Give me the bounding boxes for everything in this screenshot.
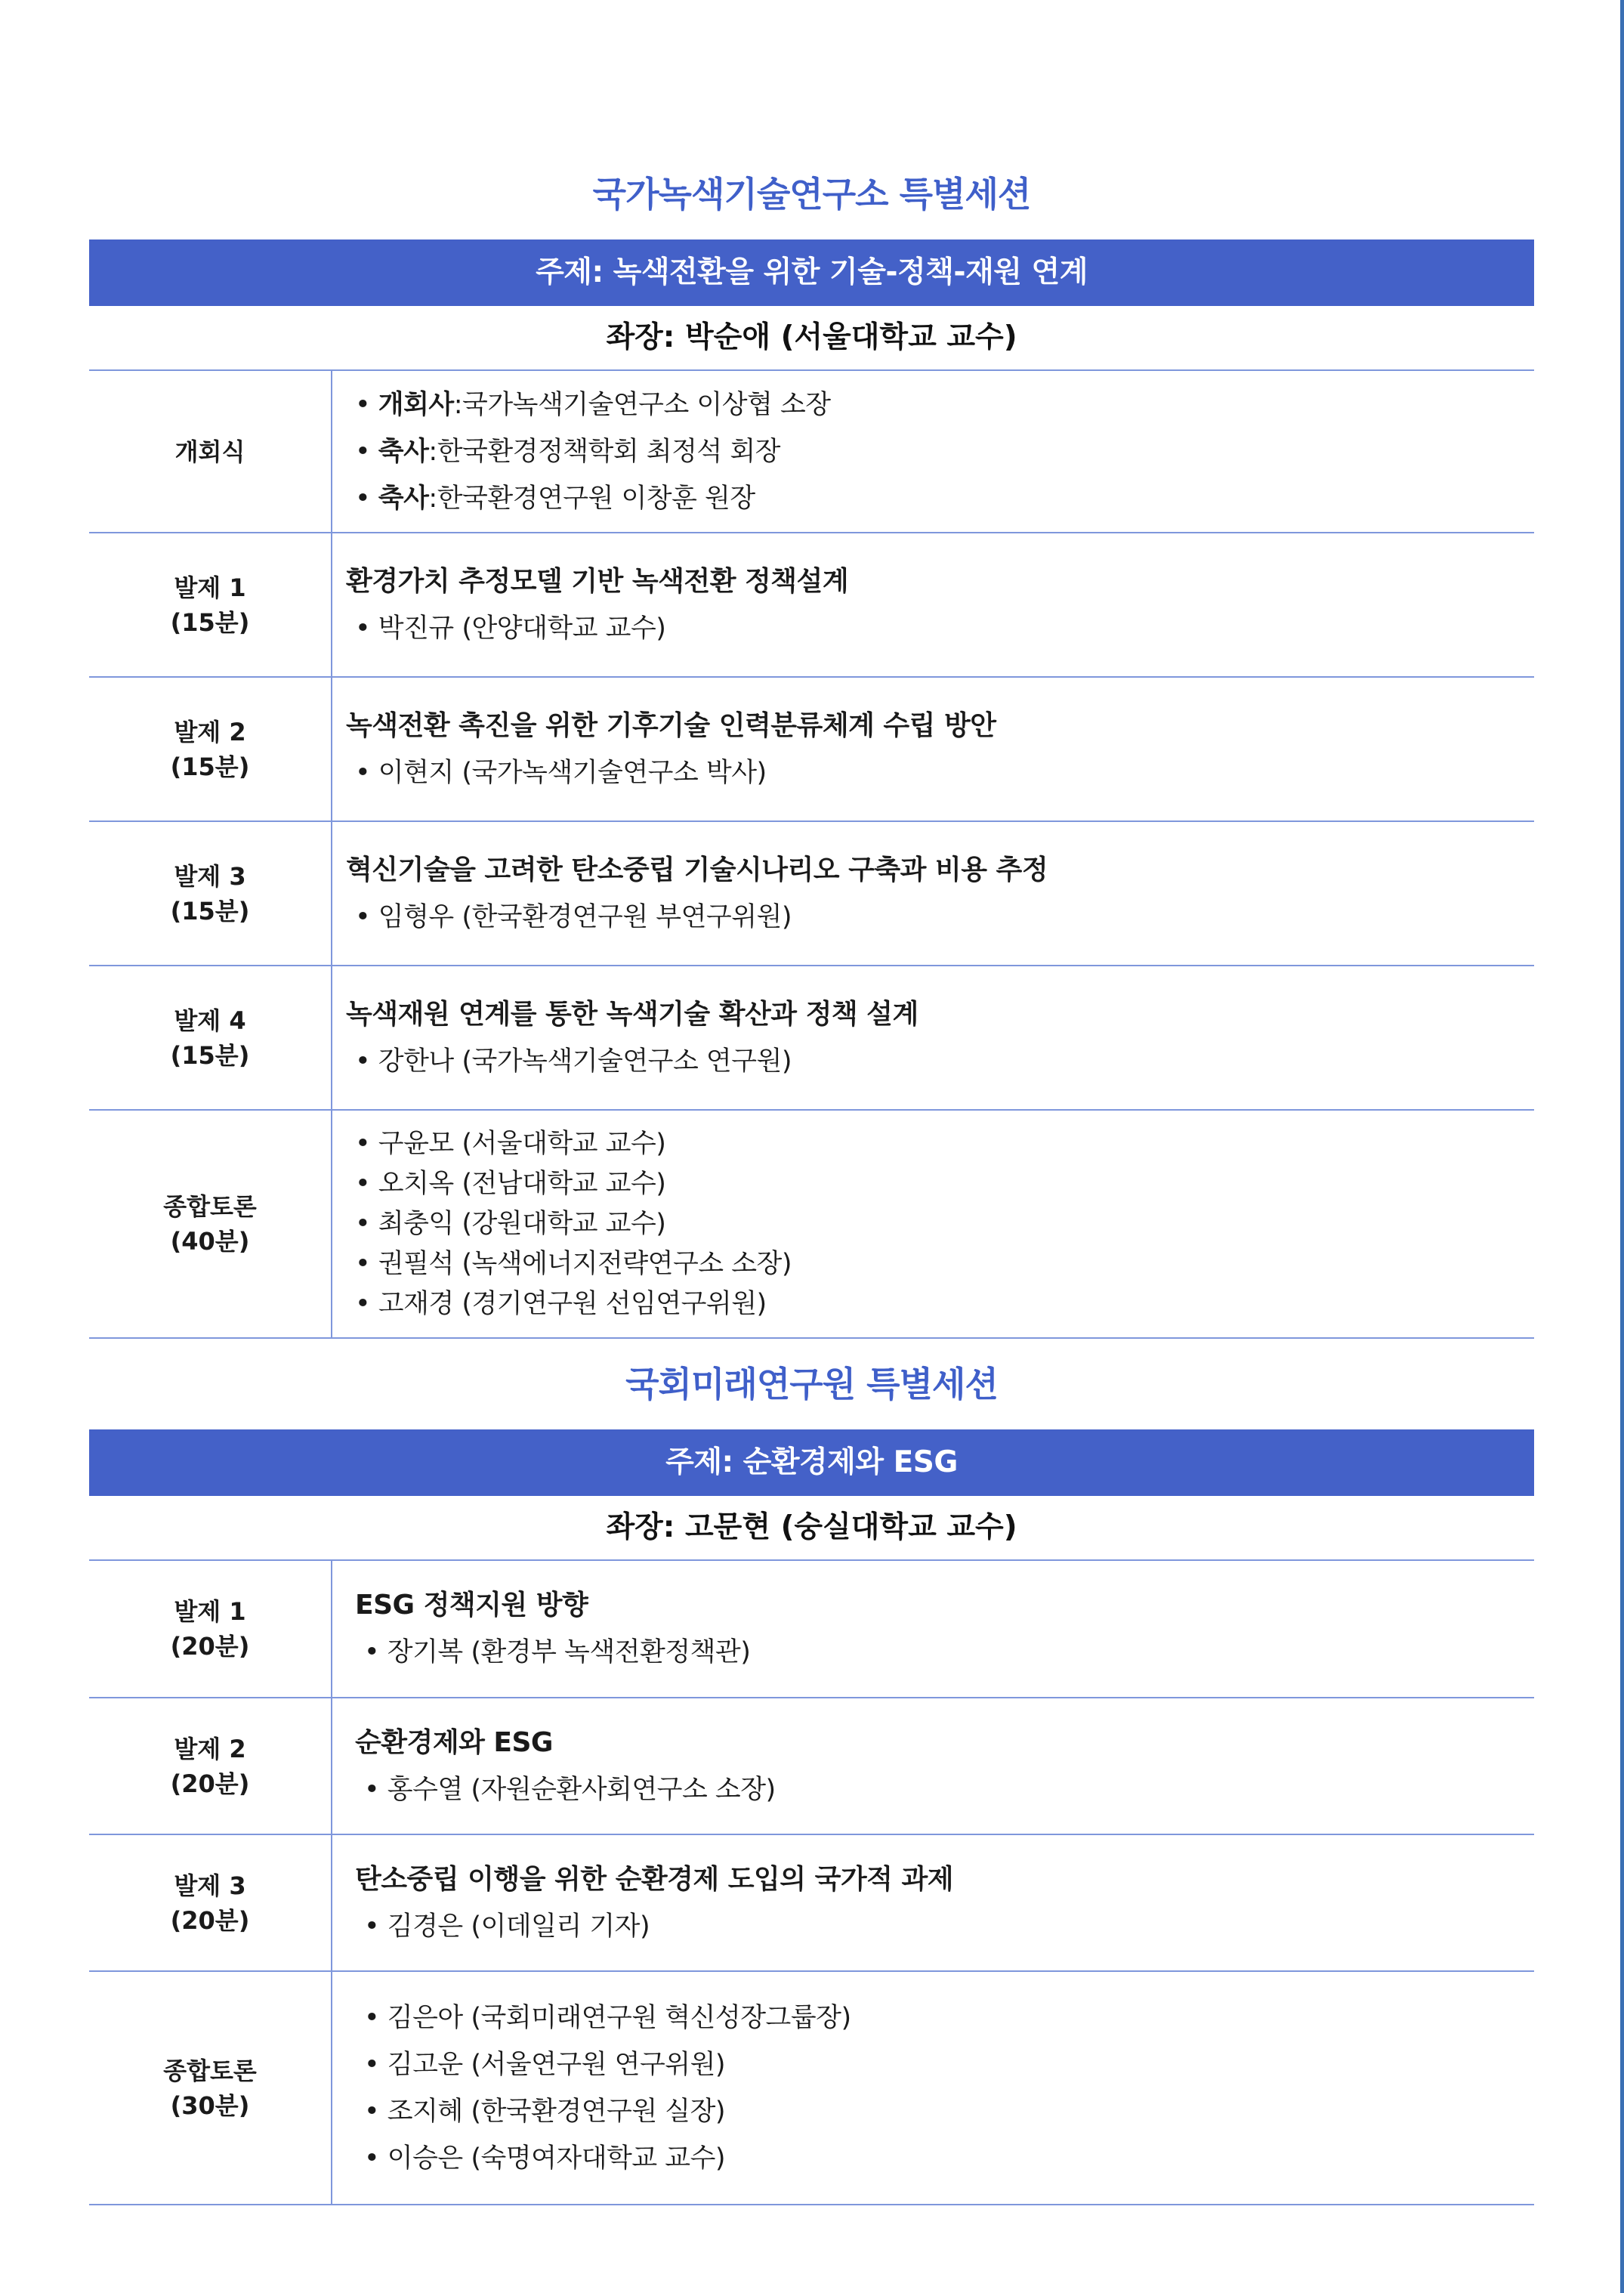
- topic-bar: 주제: 순환경제와 ESG: [89, 1429, 1534, 1496]
- talk-row: [89, 533, 1534, 678]
- panelist: • 권필석 (녹색에너지전략연구소 소장): [346, 1244, 1534, 1284]
- opening-label: 개회식: [174, 437, 245, 466]
- panelist: • 김은아 (국회미래연구원 혁신성장그룹장): [355, 1995, 1534, 2041]
- panelist: • 고재경 (경기연구원 선임연구위원): [346, 1284, 1534, 1324]
- topic-bar: 주제: 녹색전환을 위한 기술-정책-재원 연계: [89, 239, 1534, 306]
- row-label: [89, 371, 332, 532]
- row-label: [89, 966, 332, 1109]
- talk-body: [332, 966, 1534, 1109]
- talk-label: 발제 2: [174, 1734, 246, 1763]
- discussion-label: 종합토론: [163, 1192, 257, 1221]
- session-title: 국가녹색기술연구소 특별세션: [592, 174, 1031, 215]
- talk-speaker: • 임형우 (한국환경연구원 부연구위원): [346, 894, 1534, 941]
- discussion-duration: (30분): [170, 2091, 250, 2120]
- chair-row: 좌장: 박순애 (서울대학교 교수): [89, 306, 1534, 371]
- discussion-duration: (40분): [170, 1227, 250, 1256]
- row-label: [89, 1972, 332, 2204]
- talk-body: [332, 678, 1534, 820]
- talk-row: [89, 1561, 1534, 1698]
- talk-duration: (15분): [170, 1040, 250, 1070]
- talk-label: 발제 4: [174, 1006, 246, 1035]
- talk-label: 발제 2: [174, 717, 246, 746]
- session-green-tech: [89, 170, 1534, 1339]
- talk-title: 환경가치 추정모델 기반 녹색전환 정책설계: [346, 565, 849, 597]
- panelist: • 조지혜 (한국환경연구원 실장): [355, 2088, 1534, 2135]
- discussion-row: [89, 1972, 1534, 2205]
- row-label: [89, 1698, 332, 1834]
- row-label: [89, 822, 332, 965]
- talk-label: 발제 1: [174, 1597, 246, 1626]
- talk-row: [89, 678, 1534, 822]
- discussion-label: 종합토론: [163, 2056, 257, 2085]
- session-title: 국회미래연구원 특별세션: [625, 1364, 998, 1405]
- talk-title: 녹색전환 촉진을 위한 기후기술 인력분류체계 수립 방안: [346, 709, 996, 741]
- talk-title: 탄소중립 이행을 위한 순환경제 도입의 국가적 과제: [355, 1863, 953, 1895]
- talk-body: [332, 1698, 1534, 1834]
- row-label: [89, 1111, 332, 1337]
- talk-label: 발제 3: [174, 1871, 246, 1900]
- talk-body: [332, 1561, 1534, 1697]
- row-label: [89, 1835, 332, 1970]
- panelist: • 이승은 (숙명여자대학교 교수): [355, 2135, 1534, 2182]
- talk-title: 혁신기술을 고려한 탄소중립 기술시나리오 구축과 비용 추정: [346, 854, 1048, 885]
- talk-duration: (15분): [170, 752, 250, 781]
- talk-row: [89, 1698, 1534, 1835]
- panelist: • 최충익 (강원대학교 교수): [346, 1204, 1534, 1244]
- talk-speaker: • 박진규 (안양대학교 교수): [346, 605, 1534, 652]
- discussion-row: [89, 1111, 1534, 1339]
- talk-row: [89, 1835, 1534, 1972]
- panelist: • 김고운 (서울연구원 연구위원): [355, 2041, 1534, 2088]
- talk-title: 녹색재원 연계를 통한 녹색기술 확산과 정책 설계: [346, 998, 919, 1030]
- opening-row: [89, 371, 1534, 533]
- row-label: [89, 678, 332, 820]
- talk-duration: (15분): [170, 896, 250, 926]
- talk-body: [332, 822, 1534, 965]
- discussion-body: [332, 1972, 1534, 2204]
- panelist: • 구윤모 (서울대학교 교수): [346, 1124, 1534, 1164]
- page-edge-line: [1620, 0, 1624, 2293]
- talk-speaker: • 장기복 (환경부 녹색전환정책관): [355, 1629, 1534, 1676]
- opening-item: • 개회사:국가녹색기술연구소 이상협 소장: [346, 382, 1534, 428]
- talk-title: ESG 정책지원 방향: [355, 1590, 588, 1621]
- session-future-institute: [89, 1360, 1534, 2205]
- talk-body: [332, 533, 1534, 676]
- talk-label: 발제 3: [174, 861, 246, 891]
- row-label: [89, 533, 332, 676]
- talk-speaker: • 강한나 (국가녹색기술연구소 연구원): [346, 1038, 1534, 1085]
- talk-speaker: • 홍수열 (자원순환사회연구소 소장): [355, 1766, 1534, 1813]
- talk-speaker: • 이현지 (국가녹색기술연구소 박사): [346, 749, 1534, 796]
- talk-row: [89, 822, 1534, 966]
- talk-duration: (15분): [170, 607, 250, 637]
- talk-duration: (20분): [170, 1905, 250, 1935]
- discussion-body: [332, 1111, 1534, 1337]
- row-label: [89, 1561, 332, 1697]
- talk-speaker: • 김경은 (이데일리 기자): [355, 1903, 1534, 1950]
- talk-label: 발제 1: [174, 573, 246, 602]
- talk-body: [332, 1835, 1534, 1970]
- talk-row: [89, 966, 1534, 1111]
- chair-row: 좌장: 고문현 (숭실대학교 교수): [89, 1496, 1534, 1561]
- talk-duration: (20분): [170, 1769, 250, 1798]
- opening-body: [332, 371, 1534, 532]
- talk-duration: (20분): [170, 1632, 250, 1661]
- opening-item: • 축사:한국환경연구원 이창훈 원장: [346, 475, 1534, 522]
- talk-title: 순환경제와 ESG: [355, 1726, 553, 1758]
- opening-item: • 축사:한국환경정책학회 최정석 회장: [346, 428, 1534, 475]
- panelist: • 오치옥 (전남대학교 교수): [346, 1164, 1534, 1204]
